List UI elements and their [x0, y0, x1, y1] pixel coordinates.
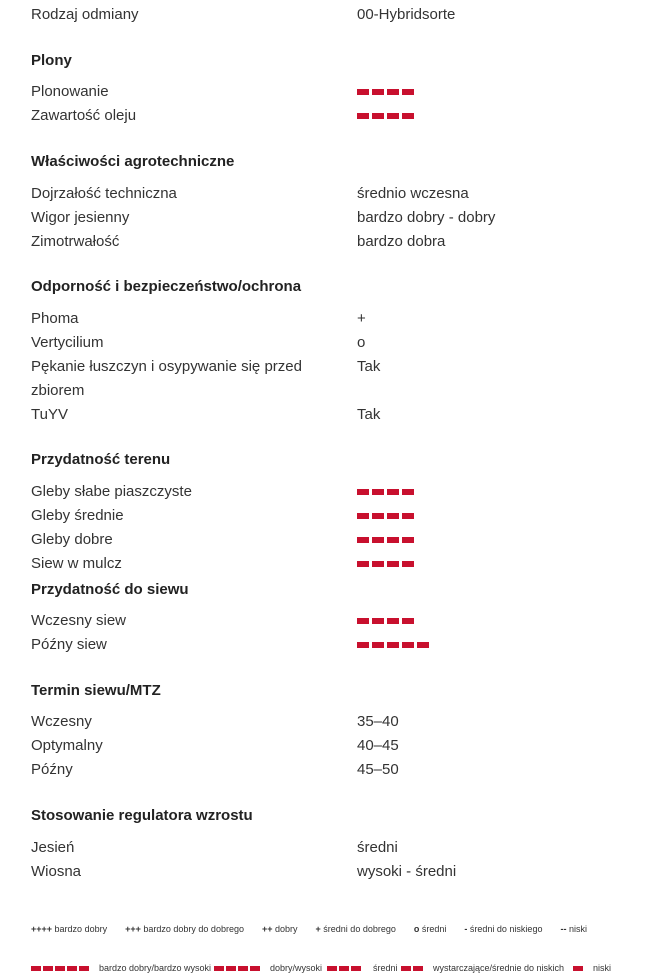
row-label: Wczesny siew — [31, 612, 127, 629]
rating-bar — [357, 489, 369, 495]
legend-bar — [327, 966, 337, 971]
rating-bars — [357, 513, 414, 519]
legend-bar — [250, 966, 260, 971]
rating-bar — [402, 537, 414, 543]
row-label: Siew w mulcz — [31, 555, 122, 572]
legend-bar — [238, 966, 248, 971]
row-value: 45–50 — [357, 761, 399, 778]
row-label: Późny — [31, 761, 73, 778]
rating-bar — [402, 618, 414, 624]
legend-bar-label: wystarczające/średnie do niskich — [433, 963, 565, 973]
row-label: Jesień — [31, 839, 75, 856]
section-heading-growth-regulator: Stosowanie regulatora wzrostu — [31, 807, 253, 824]
row-value: 35–40 — [357, 713, 399, 730]
row-value: średni — [357, 839, 398, 856]
rating-bar — [402, 642, 414, 648]
rating-bar — [372, 537, 384, 543]
section-heading-sowing-date: Termin siewu/MTZ — [31, 682, 161, 699]
legend-bar-swatch — [573, 966, 583, 971]
rating-bar — [357, 513, 369, 519]
section-heading-sowing-suitability: Przydatność do siewu — [31, 581, 189, 598]
legend-bar-item — [573, 963, 611, 973]
rating-bar — [387, 89, 399, 95]
row-label: Gleby średnie — [31, 507, 124, 524]
rating-bar — [387, 513, 399, 519]
row-label: Vertycilium — [31, 334, 104, 351]
rating-bar — [372, 561, 384, 567]
rating-bars — [357, 561, 414, 567]
row-value: Tak — [357, 406, 381, 423]
rating-bar — [357, 561, 369, 567]
row-value: bardzo dobra — [357, 233, 446, 250]
row-value: średnio wczesna — [357, 185, 469, 202]
row-value: 40–45 — [357, 737, 399, 754]
legend-bar — [413, 966, 423, 971]
legend-symbols — [31, 924, 587, 934]
row-value: Tak — [357, 358, 381, 375]
legend-item: +++ bardzo dobry do dobrego — [125, 924, 244, 934]
legend-bar — [351, 966, 361, 971]
rating-bar — [357, 537, 369, 543]
rating-bar — [357, 113, 369, 119]
legend-item: - średni do niskiego — [464, 924, 543, 934]
rating-bar — [372, 113, 384, 119]
row-value: wysoki - średni — [357, 863, 457, 880]
legend-item: ++++ bardzo dobry — [31, 924, 108, 934]
legend-item: o średni — [413, 924, 447, 934]
legend-bar — [79, 966, 89, 971]
rating-bars — [357, 113, 414, 119]
legend-bar — [55, 966, 65, 971]
legend-bar — [43, 966, 53, 971]
row-label: Optymalny — [31, 737, 103, 754]
legend-bar-item — [31, 963, 211, 973]
section-heading-resistance: Odporność i bezpieczeństwo/ochrona — [31, 278, 302, 295]
row-label: Plonowanie — [31, 83, 109, 100]
legend-bar-item — [327, 963, 398, 973]
row-label: Zimotrwałość — [31, 233, 120, 250]
rating-bar — [387, 489, 399, 495]
row-label: Późny siew — [31, 636, 107, 653]
legend-bar — [67, 966, 77, 971]
rating-bar — [417, 642, 429, 648]
legend-bar-label: niski — [593, 963, 612, 973]
section-heading-agrotechnical: Właściwości agrotechniczne — [31, 153, 235, 170]
row-label: Dojrzałość techniczna — [31, 185, 177, 202]
legend-bar-label: dobry/wysoki — [270, 963, 323, 973]
legend-bar-item — [401, 963, 564, 973]
rating-bars — [357, 89, 414, 95]
rating-bar — [372, 642, 384, 648]
rating-bar — [387, 561, 399, 567]
rating-bar — [372, 618, 384, 624]
legend-bar-swatch — [401, 966, 423, 971]
section-heading-yield: Plony — [31, 52, 72, 69]
legend-bar — [226, 966, 236, 971]
rating-bars — [357, 489, 414, 495]
legend-bar-item — [214, 963, 322, 973]
row-label: TuYV — [31, 406, 68, 423]
row-value: bardzo dobry - dobry — [357, 209, 496, 226]
rating-bar — [402, 489, 414, 495]
rating-bars — [357, 642, 429, 648]
row-label: Pękanie łuszczyn i osypywanie się przed zbiorem — [31, 358, 302, 399]
row-label: Wigor jesienny — [31, 209, 130, 226]
rating-bar — [402, 89, 414, 95]
legend-bar-swatch — [31, 966, 89, 971]
rating-bar — [402, 561, 414, 567]
rating-bars — [357, 618, 414, 624]
rating-bar — [372, 513, 384, 519]
row-label: Gleby dobre — [31, 531, 113, 548]
rating-bar — [387, 537, 399, 543]
rating-bar — [387, 642, 399, 648]
rating-bar — [387, 618, 399, 624]
section-heading-soil-suitability: Przydatność terenu — [31, 451, 171, 468]
rating-bar — [402, 113, 414, 119]
row-value: + — [357, 310, 366, 327]
row-label: Rodzaj odmiany — [31, 6, 139, 23]
rating-bar — [357, 642, 369, 648]
rating-bar — [402, 513, 414, 519]
legend-bar — [214, 966, 224, 971]
legend-bar — [401, 966, 411, 971]
row-label: Wczesny — [31, 713, 92, 730]
legend-bar-swatch — [327, 966, 361, 971]
legend-bar-label: bardzo dobry/bardzo wysoki — [99, 963, 212, 973]
row-label: Zawartość oleju — [31, 107, 137, 124]
rating-bar — [387, 113, 399, 119]
row-value: o — [357, 334, 366, 351]
legend-item: + średni do dobrego — [315, 924, 396, 934]
legend-bar — [573, 966, 583, 971]
legend-bar-label: średni — [373, 963, 398, 973]
legend-bar — [339, 966, 349, 971]
rating-bars — [357, 537, 414, 543]
rating-bar — [372, 89, 384, 95]
legend-item: ++ dobry — [261, 924, 298, 934]
row-label: Gleby słabe piaszczyste — [31, 483, 192, 500]
rating-bar — [357, 618, 369, 624]
row-value: 00-Hybridsorte — [357, 6, 456, 23]
legend-bar — [31, 966, 41, 971]
legend-bar-swatch — [214, 966, 260, 971]
legend-item: -- niski — [560, 924, 587, 934]
row-label: Wiosna — [31, 863, 82, 880]
rating-bar — [372, 489, 384, 495]
row-label: Phoma — [31, 310, 79, 327]
rating-bar — [357, 89, 369, 95]
